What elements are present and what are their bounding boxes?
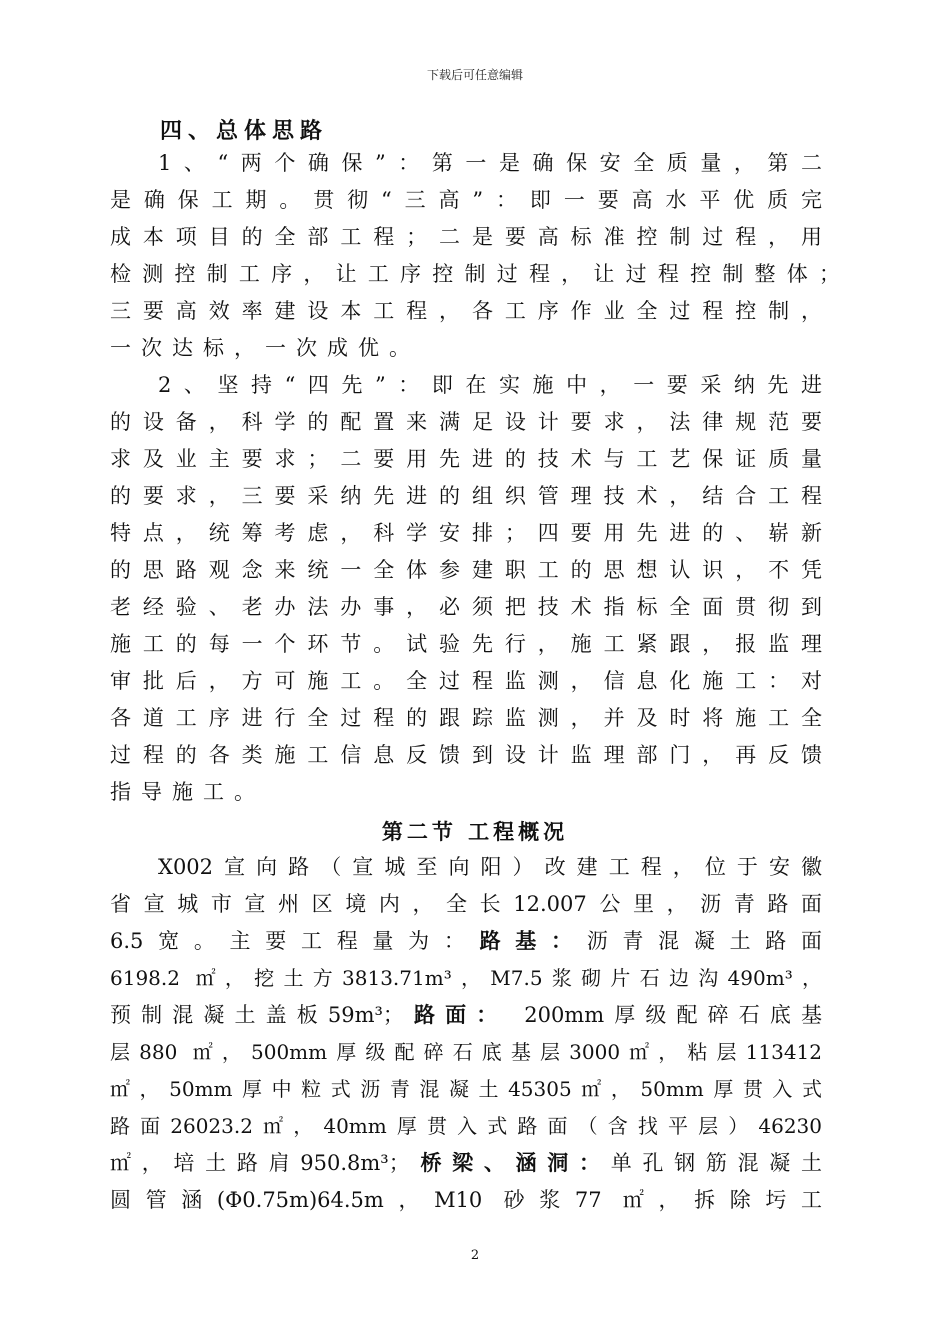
para2-line: 过程的各类施工信息反馈到设计监理部门，再反馈	[110, 743, 822, 767]
para1-line: 1、“两个确保”：第一是确保安全质量，第二	[158, 151, 822, 175]
para3-line: 省宣城市宣州区境内，全长12.007公里，沥青路面	[110, 892, 822, 916]
para3-text: 单孔钢筋混凝土	[610, 1151, 823, 1175]
para3-text: 200mm厚级配碎石底基	[507, 1003, 822, 1027]
para1-line: 检测控制工序，让工序控制过程，让过程控制整体；	[110, 262, 840, 286]
para1-line: 是确保工期。贯彻“三高”：即一要高水平优质完	[110, 188, 822, 212]
para2-line: 老经验、老办法办事，必须把技术指标全面贯彻到	[110, 595, 822, 619]
para3-text: ㎡，培土路肩950.8m³；	[110, 1151, 410, 1175]
para3-line: ㎡，50mm厚中粒式沥青混凝土45305㎡，50mm厚贯入式	[110, 1077, 822, 1101]
header-note: 下载后可任意编辑	[426, 68, 523, 82]
para2-line: 求及业主要求；二要用先进的技术与工艺保证质量	[110, 447, 822, 471]
para3-text: 预制混凝土盖板59m³；	[110, 1003, 404, 1027]
section-title: 第二节 工程概况	[381, 819, 569, 844]
para3-line: X002宣向路（宣城至向阳）改建工程，位于安徽	[158, 855, 822, 879]
para3-line	[110, 926, 822, 956]
para1-line: 三要高效率建设本工程，各工序作业全过程控制，	[110, 299, 822, 323]
para2-line: 的要求，三要采纳先进的组织管理技术，结合工程	[110, 484, 822, 508]
para2-line: 审批后，方可施工。全过程监测，信息化施工：对	[110, 669, 822, 693]
para2-line: 2、坚持“四先”：即在实施中，一要采纳先进	[158, 373, 822, 397]
para3-text: 沥青混凝土路面	[586, 929, 823, 953]
para3-bold-label: 桥梁、涵洞：	[409, 1150, 611, 1175]
para3-bold-label: 路基：	[479, 928, 587, 953]
para3-text: 6.5宽。主要工程量为：	[110, 929, 480, 953]
para3-line: 层880 ㎡，500mm厚级配碎石底基层3000㎡，粘层113412	[110, 1040, 822, 1064]
para2-line: 的思路观念来统一全体参建职工的思想认识，不凭	[110, 558, 822, 582]
para2-line: 施工的每一个环节。试验先行，施工紧跟，报监理	[110, 632, 822, 656]
para2-line: 的设备，科学的配置来满足设计要求，法律规范要	[110, 410, 822, 434]
para3-bold-label: 路面：	[403, 1002, 508, 1027]
para2-line: 指导施工。	[110, 780, 265, 804]
para1-line: 成本项目的全部工程；二是要高标准控制过程，用	[110, 225, 822, 249]
page-number: 2	[470, 1248, 480, 1263]
para3-line: 路面26023.2㎡，40mm厚贯入式路面（含找平层）46230	[110, 1114, 822, 1138]
para3-line	[110, 1148, 822, 1178]
heading-overall-approach: 四、总体思路	[160, 118, 329, 144]
para2-line: 特点，统筹考虑，科学安排；四要用先进的、崭新	[110, 521, 822, 545]
para3-line: 圆管涵(Φ0.75m)64.5m，M10 砂浆77 ㎡，拆除圬工	[110, 1188, 822, 1212]
para1-line: 一次达标，一次成优。	[110, 336, 420, 360]
para2-line: 各道工序进行全过程的跟踪监测，并及时将施工全	[110, 706, 822, 730]
para3-line	[110, 1000, 822, 1030]
para3-line: 6198.2 ㎡，挖土方3813.71m³，M7.5浆砌片石边沟490m³，	[110, 966, 822, 990]
